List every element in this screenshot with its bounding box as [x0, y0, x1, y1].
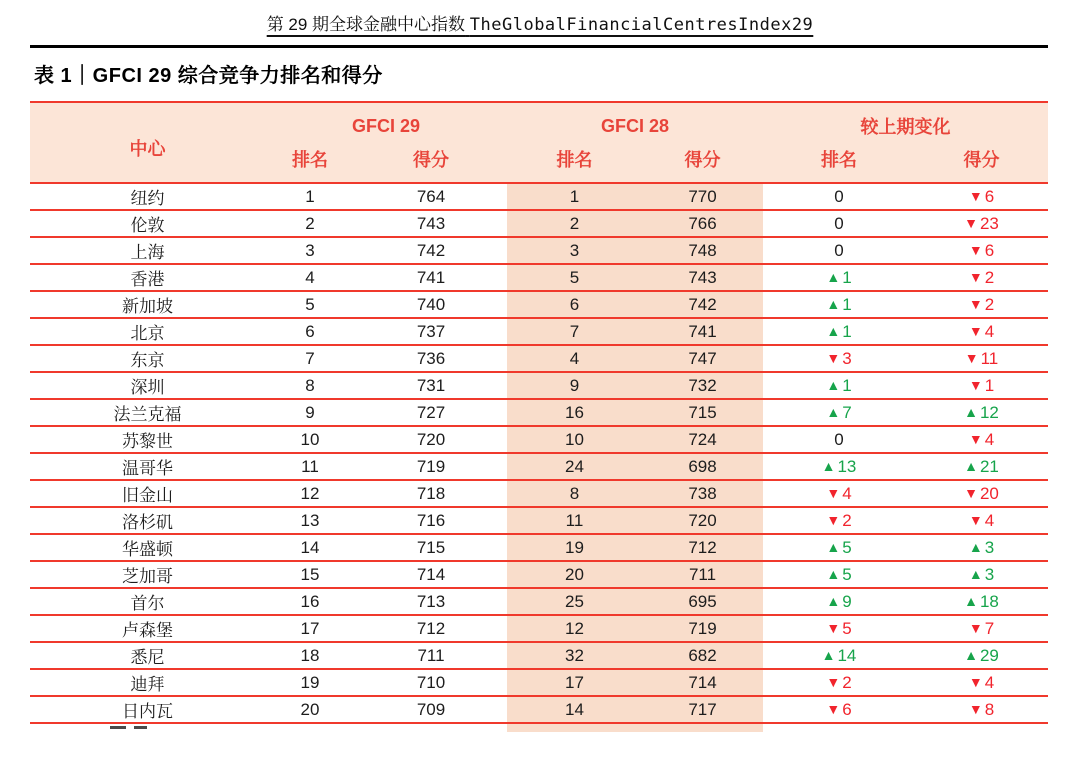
gfci28-score-cell: 770 [642, 183, 763, 210]
change-value: 1 [842, 267, 852, 287]
change-value: 1 [842, 294, 852, 314]
table-row [30, 264, 1048, 291]
gfci28-rank-cell: 8 [507, 480, 642, 507]
document-title [0, 10, 1080, 35]
gfci28-score-cell: 766 [642, 210, 763, 237]
score-change-cell [915, 210, 1048, 237]
clipped-text-fragment [134, 726, 147, 729]
gfci28-score-cell: 719 [642, 615, 763, 642]
subheader-change-score: 得分 [915, 139, 1048, 183]
table-row [30, 237, 1048, 264]
gfci29-score-cell: 719 [416, 456, 446, 476]
table-row [30, 345, 1048, 372]
city-cell: 深圳 [130, 378, 165, 397]
gfci28-score-cell: 747 [642, 345, 763, 372]
gfci29-score-cell: 716 [416, 510, 446, 530]
gfci28-score-cell: 714 [642, 669, 763, 696]
table-row [30, 183, 1048, 210]
rank-change-cell [763, 561, 915, 588]
score-change-cell [915, 507, 1048, 534]
up-triangle-icon: ▲ [826, 376, 841, 393]
change-value: 20 [979, 483, 999, 503]
gfci29-score-cell: 764 [416, 186, 446, 206]
gfci29-rank-cell: 10 [300, 429, 320, 449]
gfci28-rank-cell: 24 [507, 453, 642, 480]
gfci28-rank-cell: 14 [507, 696, 642, 723]
table-row [30, 291, 1048, 318]
change-value: 2 [984, 267, 995, 287]
gfci29-rank-cell: 3 [305, 240, 315, 260]
score-change-cell [915, 453, 1048, 480]
gfci28-rank-cell: 25 [507, 588, 642, 615]
change-value: 0 [834, 186, 844, 206]
score-change-cell [915, 372, 1048, 399]
gfci29-score-cell: 720 [416, 429, 446, 449]
subheader-gfci29-rank: 排名 [265, 139, 355, 183]
city-cell: 悉尼 [130, 648, 165, 667]
gfci28-score-cell: 748 [642, 237, 763, 264]
table-row [30, 372, 1048, 399]
change-value: 4 [984, 429, 995, 449]
change-value: 2 [842, 672, 852, 692]
change-value: 1 [842, 321, 852, 341]
rank-change-cell [763, 615, 915, 642]
down-triangle-icon: ▼ [968, 241, 983, 258]
gfci29-rank-cell: 15 [300, 564, 320, 584]
gfci29-score-cell: 713 [416, 591, 446, 611]
gfci28-rank-cell: 3 [507, 237, 642, 264]
gfci29-rank-cell: 14 [300, 537, 320, 557]
city-cell: 香港 [130, 270, 165, 289]
gfci28-score-cell: 741 [642, 318, 763, 345]
city-cell: 北京 [130, 324, 165, 343]
change-value: 4 [984, 510, 995, 530]
gfci28-score-cell: 682 [642, 642, 763, 669]
rank-change-cell [763, 534, 915, 561]
change-value: 29 [979, 645, 999, 665]
rank-change-cell [763, 399, 915, 426]
city-cell: 卢森堡 [122, 621, 173, 640]
gfci29-score-cell: 727 [416, 402, 446, 422]
gfci29-rank-cell: 1 [305, 186, 315, 206]
gfci28-rank-cell: 1 [507, 183, 642, 210]
rank-change-cell [763, 264, 915, 291]
clipped-text-fragment [110, 726, 126, 729]
gfci29-rank-cell: 16 [300, 591, 320, 611]
subheader-change-rank: 排名 [763, 139, 915, 183]
change-value: 1 [842, 375, 852, 395]
gfci28-rank-cell: 9 [507, 372, 642, 399]
gfci28-rank-cell: 11 [507, 507, 642, 534]
gfci28-score-cell: 724 [642, 426, 763, 453]
gfci29-score-cell: 741 [416, 267, 446, 287]
city-cell: 温哥华 [122, 459, 173, 478]
down-triangle-icon: ▼ [826, 673, 841, 690]
rank-change-cell [763, 426, 915, 453]
table-row [30, 534, 1048, 561]
score-change-cell [915, 534, 1048, 561]
change-value: 0 [834, 240, 844, 260]
up-triangle-icon: ▲ [821, 646, 836, 663]
change-value: 5 [842, 618, 852, 638]
city-cell: 迪拜 [130, 675, 165, 694]
change-value: 11 [980, 348, 999, 368]
gfci28-score-cell: 711 [642, 561, 763, 588]
gfci28-rank-cell: 10 [507, 426, 642, 453]
change-value: 13 [837, 456, 857, 476]
gfci29-rank-cell: 8 [305, 375, 315, 395]
gfci28-rank-cell: 17 [507, 669, 642, 696]
up-triangle-icon: ▲ [826, 268, 841, 285]
gfci28-score-cell: 720 [642, 507, 763, 534]
gfci29-score-cell: 709 [416, 699, 446, 719]
clipped-band [507, 724, 763, 732]
rank-change-cell [763, 642, 915, 669]
group-header-gfci29: GFCI 29 [265, 102, 507, 139]
down-triangle-icon: ▼ [964, 349, 979, 366]
rank-change-cell [763, 480, 915, 507]
change-value: 4 [842, 483, 852, 503]
gfci28-rank-cell: 2 [507, 210, 642, 237]
gfci29-rank-cell: 17 [300, 618, 320, 638]
gfci29-rank-cell: 13 [300, 510, 320, 530]
up-triangle-icon: ▲ [968, 538, 983, 555]
gfci29-score-cell: 715 [416, 537, 446, 557]
rank-change-cell [763, 237, 915, 264]
gfci28-score-cell: 742 [642, 291, 763, 318]
subheader-gfci28-rank: 排名 [507, 139, 642, 183]
gfci29-score-cell: 714 [416, 564, 446, 584]
change-value: 4 [984, 321, 995, 341]
down-triangle-icon: ▼ [968, 700, 983, 717]
gfci29-rank-cell: 18 [300, 645, 320, 665]
change-value: 23 [979, 213, 999, 233]
gfci29-rank-cell: 11 [301, 456, 319, 476]
city-cell: 苏黎世 [122, 432, 173, 451]
change-value: 2 [842, 510, 852, 530]
gfci29-score-cell: 742 [416, 240, 446, 260]
gfci28-rank-cell: 7 [507, 318, 642, 345]
down-triangle-icon: ▼ [968, 430, 983, 447]
document-title-en: TheGlobalFinancialCentresIndex29 [469, 15, 814, 35]
gfci29-score-cell: 737 [416, 321, 446, 341]
gfci28-score-cell: 712 [642, 534, 763, 561]
down-triangle-icon: ▼ [968, 295, 983, 312]
document-title-text [267, 15, 814, 34]
down-triangle-icon: ▼ [968, 673, 983, 690]
city-cell: 法兰克福 [113, 405, 182, 424]
table-row [30, 669, 1048, 696]
table-row [30, 588, 1048, 615]
down-triangle-icon: ▼ [964, 214, 978, 231]
change-value: 14 [837, 645, 857, 665]
gfci28-score-cell: 717 [642, 696, 763, 723]
group-header-change: 较上期变化 [763, 102, 1048, 139]
score-change-cell [915, 615, 1048, 642]
up-triangle-icon: ▲ [964, 646, 978, 663]
table-row [30, 642, 1048, 669]
down-triangle-icon: ▼ [968, 376, 983, 393]
gfci28-score-cell: 695 [642, 588, 763, 615]
gfci29-score-cell: 710 [416, 672, 446, 692]
score-change-cell [915, 669, 1048, 696]
subheader-gfci29-score: 得分 [355, 139, 507, 183]
gfci29-score-cell: 712 [416, 618, 446, 638]
change-value: 3 [984, 537, 995, 557]
change-value: 6 [984, 186, 995, 206]
change-value: 6 [842, 699, 852, 719]
gfci28-score-cell: 743 [642, 264, 763, 291]
table-row [30, 318, 1048, 345]
score-change-cell [915, 642, 1048, 669]
change-value: 6 [984, 240, 995, 260]
table-row [30, 615, 1048, 642]
gfci29-rank-cell: 4 [305, 267, 315, 287]
down-triangle-icon: ▼ [968, 187, 983, 204]
rank-change-cell [763, 291, 915, 318]
rank-change-cell [763, 372, 915, 399]
table-row [30, 399, 1048, 426]
city-cell: 首尔 [130, 594, 165, 613]
gfci28-rank-cell: 19 [507, 534, 642, 561]
gfci29-rank-cell: 12 [300, 483, 320, 503]
score-change-cell [915, 399, 1048, 426]
down-triangle-icon: ▼ [968, 511, 983, 528]
change-value: 7 [842, 402, 852, 422]
score-change-cell [915, 588, 1048, 615]
down-triangle-icon: ▼ [826, 484, 841, 501]
score-change-cell [915, 561, 1048, 588]
score-change-cell [915, 183, 1048, 210]
down-triangle-icon: ▼ [968, 322, 983, 339]
score-change-cell [915, 318, 1048, 345]
score-change-cell [915, 480, 1048, 507]
gfci29-rank-cell: 9 [305, 402, 315, 422]
city-cell: 旧金山 [122, 486, 173, 505]
score-change-cell [915, 345, 1048, 372]
gfci-ranking-table [30, 101, 1048, 724]
change-value: 2 [984, 294, 995, 314]
header-group-row [30, 102, 1048, 139]
rank-change-cell [763, 210, 915, 237]
down-triangle-icon: ▼ [964, 484, 978, 501]
clipped-next-row [30, 724, 1048, 732]
gfci29-rank-cell: 2 [305, 213, 315, 233]
gfci28-rank-cell: 20 [507, 561, 642, 588]
up-triangle-icon: ▲ [826, 322, 841, 339]
down-triangle-icon: ▼ [826, 700, 841, 717]
gfci29-score-cell: 743 [416, 213, 446, 233]
city-cell: 伦敦 [130, 216, 165, 235]
change-value: 7 [984, 618, 995, 638]
rank-change-cell [763, 318, 915, 345]
up-triangle-icon: ▲ [964, 457, 978, 474]
rank-change-cell [763, 507, 915, 534]
gfci28-score-cell: 738 [642, 480, 763, 507]
table-row [30, 507, 1048, 534]
down-triangle-icon: ▼ [826, 511, 841, 528]
score-change-cell [915, 291, 1048, 318]
up-triangle-icon: ▲ [826, 295, 841, 312]
up-triangle-icon: ▲ [964, 592, 978, 609]
change-value: 8 [984, 699, 995, 719]
title-divider [30, 45, 1048, 48]
up-triangle-icon: ▲ [826, 403, 841, 420]
rank-change-cell [763, 183, 915, 210]
change-value: 3 [842, 348, 852, 368]
gfci28-score-cell: 698 [642, 453, 763, 480]
rank-change-cell [763, 669, 915, 696]
gfci29-score-cell: 718 [416, 483, 446, 503]
change-value: 3 [984, 564, 995, 584]
change-value: 9 [842, 591, 852, 611]
table-row [30, 696, 1048, 723]
change-value: 5 [842, 564, 852, 584]
gfci29-score-cell: 736 [416, 348, 446, 368]
gfci28-rank-cell: 6 [507, 291, 642, 318]
table-row [30, 561, 1048, 588]
rank-change-cell [763, 453, 915, 480]
down-triangle-icon: ▼ [826, 349, 841, 366]
change-value: 4 [984, 672, 995, 692]
gfci28-rank-cell: 5 [507, 264, 642, 291]
gfci29-rank-cell: 5 [305, 294, 315, 314]
change-value: 0 [834, 429, 844, 449]
city-cell: 上海 [130, 243, 165, 262]
gfci28-rank-cell: 16 [507, 399, 642, 426]
up-triangle-icon: ▲ [968, 565, 983, 582]
table-caption: 表 1｜GFCI 29 综合竞争力排名和得分 [34, 65, 383, 87]
document-title-zh: 第 29 期全球金融中心指数 [266, 15, 466, 34]
gfci29-rank-cell: 19 [300, 672, 320, 692]
city-cell: 洛杉矶 [122, 513, 173, 532]
gfci28-score-cell: 715 [642, 399, 763, 426]
change-value: 0 [834, 213, 844, 233]
up-triangle-icon: ▲ [821, 457, 836, 474]
city-cell: 日内瓦 [122, 702, 173, 721]
score-change-cell [915, 237, 1048, 264]
up-triangle-icon: ▲ [826, 538, 841, 555]
table-row [30, 210, 1048, 237]
city-cell: 新加坡 [122, 297, 173, 316]
rank-change-cell [763, 345, 915, 372]
table-row [30, 453, 1048, 480]
gfci28-rank-cell: 12 [507, 615, 642, 642]
score-change-cell [915, 426, 1048, 453]
city-cell: 芝加哥 [122, 567, 173, 586]
city-cell: 东京 [130, 351, 165, 370]
gfci28-rank-cell: 32 [507, 642, 642, 669]
gfci28-score-cell: 732 [642, 372, 763, 399]
gfci29-score-cell: 731 [416, 375, 446, 395]
gfci29-rank-cell: 20 [300, 699, 320, 719]
city-cell: 纽约 [130, 189, 165, 208]
down-triangle-icon: ▼ [968, 619, 983, 636]
change-value: 1 [984, 375, 995, 395]
change-value: 18 [979, 591, 999, 611]
table-row [30, 480, 1048, 507]
up-triangle-icon: ▲ [826, 592, 841, 609]
change-value: 5 [842, 537, 852, 557]
down-triangle-icon: ▼ [826, 619, 841, 636]
change-value: 21 [979, 456, 999, 476]
gfci29-rank-cell: 6 [305, 321, 315, 341]
gfci29-rank-cell: 7 [305, 348, 315, 368]
up-triangle-icon: ▲ [826, 565, 841, 582]
up-triangle-icon: ▲ [964, 403, 978, 420]
city-cell: 华盛顿 [122, 540, 173, 559]
rank-change-cell [763, 696, 915, 723]
change-value: 12 [979, 402, 999, 422]
score-change-cell [915, 264, 1048, 291]
gfci28-rank-cell: 4 [507, 345, 642, 372]
rank-change-cell [763, 588, 915, 615]
gfci29-score-cell: 740 [416, 294, 446, 314]
table-row [30, 426, 1048, 453]
group-header-gfci28: GFCI 28 [507, 102, 763, 139]
subheader-gfci28-score: 得分 [642, 139, 763, 183]
down-triangle-icon: ▼ [968, 268, 983, 285]
column-header-center: 中心 [30, 102, 265, 183]
score-change-cell [915, 696, 1048, 723]
gfci29-score-cell: 711 [417, 645, 445, 665]
